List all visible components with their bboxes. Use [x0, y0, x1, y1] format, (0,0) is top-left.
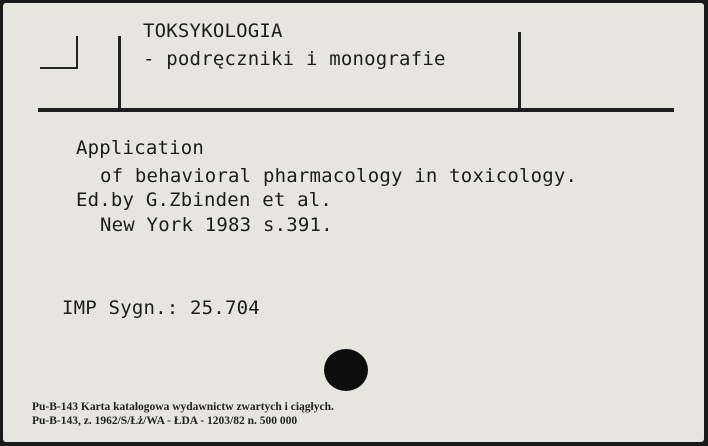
header-divider-right [518, 32, 521, 110]
category-heading: TOKSYKOLOGIA [143, 20, 283, 42]
imprint-pages: s.391. [262, 214, 333, 236]
editors-line: Ed.by G.Zbinden et al. [76, 189, 333, 211]
signature-line [62, 297, 260, 319]
corner-mark-vertical [76, 36, 78, 69]
punch-hole [324, 349, 368, 391]
footer-line-1: Pu-B-143 Karta katalogowa wydawnictw zwartych i ciągłych. [32, 401, 334, 413]
footer-line-2: Pu-B-143, z. 1962/S/Łż/WA - ŁDA - 1203/82 n. 500 000 [32, 415, 298, 427]
signature-label: IMP Sygn.: [62, 297, 179, 319]
header-divider-left [118, 36, 121, 110]
title-line-1: Application [76, 137, 205, 159]
title-line-2: of behavioral pharmacology in toxicology. [100, 165, 578, 187]
corner-mark-horizontal [40, 67, 78, 69]
header-rule [38, 108, 674, 112]
subcategory-heading: - podręczniki i monografie [143, 48, 446, 70]
imprint-place: New York [100, 214, 194, 236]
signature-value: 25.704 [190, 297, 260, 319]
imprint-year: 1983 [204, 214, 252, 236]
imprint-line [100, 214, 333, 236]
